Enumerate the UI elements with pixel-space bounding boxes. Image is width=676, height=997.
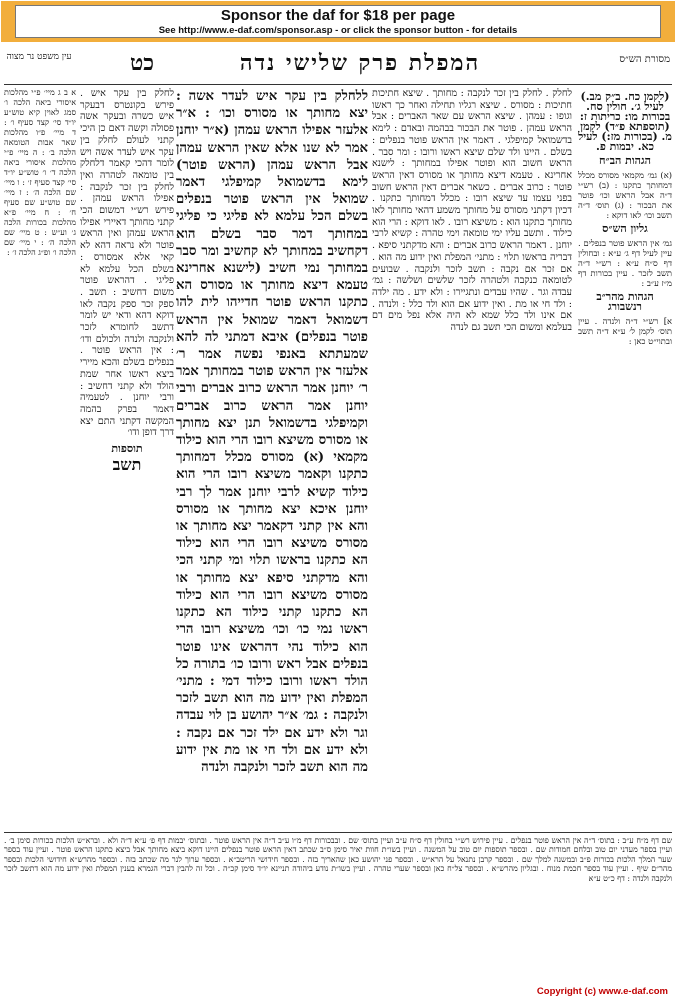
hagahot-ranshburg-text: א] רש״י ד״ה ולנדה . עיין תוס׳ לקמן ל׳ ע״א ד״ה תשב ובתוי״ט כאן :: [578, 316, 672, 346]
header-ein-mishpat-label: עין משפט נר מצוה: [6, 52, 72, 62]
hagahot-bach-text: (א) גמ׳ מקמאי מסורס מכלל דמחותך כתקנו : (ב) רש״י ד״ה אבל הראש וכו׳ פוטר את הבכור : (ג) תוס׳ ד״ה תשב וכו׳ לאו דוקא :: [578, 170, 672, 220]
rashi-commentary: לחלק . לחלק בין זכר לנקבה : מחותך . שיצא חתיכות חתיכות : מסורס . שיצא רגליו תחילה ואחר כך ראשו וגופו : עמהן . שיצא הראש עם שאר האברים : אבל הראש עמהן . פוטר את הבכור בבהמה ובאדם : לימא בדשמואל קמיפלגי . דאמר אין הראש פוטר בנפלים : בשלם . היינו ולד שלם שיצא ראשו ורובו : ומר סבר . הראש חשוב הוא ופוטר אפילו במחותך : לישנא אחרינא . טעמא דיצא מחותך או מסורס דאין הראש פוטר : כרוב אברים . כשאר אברים דאין הראש חשוב בפני עצמו עד שיצא רובו : מכלל דמחותך כתקנו . דכיון דקתני מסורס על מחותך משמע דהאי מחותך לאו מחותך כתקנו הוא : משיצא רובו . לאו דוקא : הרי הוא כילוד . ותשב עליו ימי טומאה וימי טהרה : קשיא לרבי יוחנן . דאמר הראש כרוב אברים : והא מדקתני סיפא . דבריה בראשו תלוי : מתני׳ המפלת ואין ידוע מה הוא . אם זכר אם נקבה : תשב לזכר ולנקבה . שבועים לטומאה כנקבה ולטהרה לזכר שלשים ושלשה : גמ׳ עבדה וגר . שהיו עבדים ונתגיירו : ולא ידע . מה ילדה : ולד חי או מת . ואין ידוע אם הוא ולד כלל : ולנדה . אם אינו ולד כלל שמא לא היה אלא נפל מים דם בעלמא ומשום הכי תשב גם לנדה: [372, 88, 572, 334]
right-margin-notes: [578, 88, 672, 828]
tosafot-text: לחלק בין עקר איש . פירש בקונטרס דבעקר איש כשרה ובעקר אשה פסולה וקשה דאם כן היכי קתני לעולם לחלק בין עקר איש לעדר אשה ויש לומר דהכי קאמר דלחלק בין טומאה לטהרה ואין לחלק בין זכר לנקבה : אפילו הראש עמהן . פירש רש״י דמשום הכי קתני מחותך דאיירי אפילו הראש עמהן ואין הראש פוטר ולא נראה דהא לא קאי אלא אמסורס : בשלם הכל עלמא לא פליגי . דהראש פוטר משום דחשיב : תשב . ספק זכר ספק נקבה לאו דוקא דהא ודאי יש לומר דתשב לחומרא לזכר ולנקבה ולנדה ולכולם ודו׳ : אין הראש פוטר . בנפלים בשלם והכא מיירי ביצא ראשו אחר שמת הולד ולא קתני דחשיב : ורבי יוחנן . לטעמיה דאמר בפרק בהמה המקשה דקתני התם יצא דרך דופן ודו׳: [80, 88, 174, 439]
bottom-footnotes: שם דף מ״ח ע״ב : בתוס׳ ד״ה אין הראש פוטר בנפלים . עיין פירוש רש״י בחולין דף ס״ח ע״ב ועיין בתוס׳ שם . ובבכורות דף מ״ו ע״ב ד״ה אין הראש פוטר . ובתוס׳ יבמות דף פ׳ ע״א ד״ה ולא . וברא״ש הלכות בכורות סימן ב׳ . ועיין בספר מעדני יום טוב ובלחם חמודות שם . ובספר תוספות יום טוב על המשנה . ועיין בשו״ת חוות יאיר סימן ס״ב שכתב דאין הראש פוטר בנפלים היינו דוקא ביצא מחותך אבל ביצא כתקנו הראש פוטר . ועיין עוד בספר שער המלך הלכות בכורות פ״ב ובמשנה למלך שם . ובספר קרבן נתנאל על הרא״ש . ובספר פני יהושע כאן שהאריך בזה . ובספר חידושי הריטב״א . ובספר ערוך לנר מה שכתב בזה . ובספר מהרש״א חידושי הלכות ובספר מהר״ם שיף . ועיין עוד בספר חכמת מנוח . ובגליון מהרש״א . ובספר צל״ח כאן ובספר שערי טהרה . ועיין בשו״ת נודע ביהודה תניינא יו״ד סימן קכ״ה . וכל זה להבין דברי הגמרא בענין המפלת ואין ידוע מה הוא דתשב לזכר ולנקבה ולנדה : דף כ״ט ע״א: [4, 836, 672, 883]
ein-mishpat-column: א ב ג מיי׳ פ״י מהלכות איסורי ביאה הלכה ו׳ סמג לאוין קיא טוש״ע יו״ד סי׳ קצד סעיף ו׳ : ד מיי׳ פ״ו מהלכות שאר אבות הטומאה הלכה ב׳ : ה מיי׳ פ״י מהלכות איסורי ביאה הלכה ד׳ ו׳ טוש״ע יו״ד סי׳ קצד סעיף ז׳ : ו מיי׳ שם הלכה ה׳ : ז מיי׳ שם טוש״ע שם סעיף ח׳ : ח מיי׳ פ״א מהלכות בכורות הלכה ג׳ וע״ש : ט מיי׳ שם הלכה ה׳ : י מיי׳ שם הלכה ו׳ ופ״ג הלכה ז׳ :: [4, 88, 76, 257]
talmud-page: [0, 46, 676, 986]
footnote-divider: [4, 832, 672, 833]
folio-number: כט: [129, 50, 155, 76]
copyright-link[interactable]: Copyright (c) www.e-daf.com: [536, 986, 668, 997]
gilyon-hashas-text: גמ׳ אין הראש פוטר בנפלים . עיין לעיל דף ג׳ ע״א : ובחולין דף ס״ח ע״א : רש״י ד״ה תשב לזכר . עיין בכורות דף מ״ז ע״ב :: [578, 238, 672, 288]
tosafot-dibur-hamatchil: תשב: [112, 454, 142, 474]
hagahot-ranshburg-title: הגהות מהר״ב רנשבורג: [596, 290, 654, 313]
hagahot-bach-title: הגהות הב״ח: [599, 154, 651, 167]
header-mesoret-label: מסורת הש״ס: [619, 54, 670, 65]
tosafot-commentary: [80, 88, 174, 834]
sponsor-banner-box[interactable]: [15, 5, 661, 38]
gilyon-hashas-title: גליון הש״ס: [602, 222, 648, 235]
header-divider: [4, 84, 672, 85]
sponsor-banner-title[interactable]: Sponsor the daf for $18 per page: [220, 7, 456, 24]
sponsor-banner[interactable]: [1, 1, 675, 42]
mesoret-references: (לקמן כח. ב״ק מב.) לעיל ג׳. חולין סח. בכורות מו: כריתות ז: (תוספתא פ״ד) לקמן מ. (בכורות מז:) לעיל כא. יבמות פ.: [578, 90, 672, 153]
tosafot-title: תוספות: [111, 442, 143, 456]
page-title: המפלת פרק שלישי נדה: [239, 50, 481, 76]
gemara-text: ללחלק בין עקר איש לעדר אשה : יצא מחותך או מסורס וכו׳ : א״ר אלעזר אפילו הראש עמהן (א״ר יוחנן אמר לא שנו אלא שאין הראש עמהן אבל הראש עמהן (הראש פוטר) לימא בדשמואל קמיפלגי דאמר שמואל אין הראש פוטר בנפלים בשלם הכל עלמא לא פליגי כי פליגי במחותך דמר סבר בשלם הוא דקחשיב במחותך לא קחשיב ומר סבר במחותך נמי חשיב (לישנא אחרינא טעמא דיצא מחותך או מסורס הא כתקנו הראש פוטר חדייהו לית להו דשמואל דאמר שמואל אין הראש פוטר בנפלים) איבא דמתני לה להא שמעתתא באנפי נפשה אמר ר׳ אלעזר אין הראש פוטר במחותך אמר ר׳ יוחנן אמר הראש כרוב אברים ורבי יוחנן אמר הראש כרוב אברים וקמיפלגי בדשמואל תנן יצא מחותך או מסורס משיצא רובו הרי הוא כילוד מקמאי (א) מסורס מכלל דמחותך כתקנו וקאמר משיצא רובו הרי הוא כילוד קשיא לרבי יוחנן אמר לך רבי יוחנן איכא יצא מחותך או מסורס והא אין קתני דקאמר יצא מחותך או מסורס משיצא רובו הרי הוא כילוד הא כתקנו בראשו תלוי ומי קתני הכי והא מדקתני סיפא יצא מחותך או מסורס משיצא רובו הרי הוא כילוד הא כתקנו קתני כילוד הא כתקנו ראשו נמי כו׳ וכו׳ משיצא רובו הרי הוא כילוד נהי דהראש אינו פוטר בנפלים אבל ראש ורובו כו׳ בתורה כל הולד ראשו ורובו כילוד דמי : מתני׳ המפלת ואין ידוע מה הוא תשב לזכר ולנקבה : גמ׳ א״ר יהושע בן לוי עבדה וגר ולא ידע אם ילד זכר אם נקבה : ולא ידע אם ולד חי או מת אין ידוע מה הוא תשב לזכר ולנקבה ולנדה: [176, 89, 368, 775]
sponsor-banner-subtitle[interactable]: See http://www.e-daf.com/sponsor.asp - or click the sponsor button - for details: [158, 25, 518, 36]
